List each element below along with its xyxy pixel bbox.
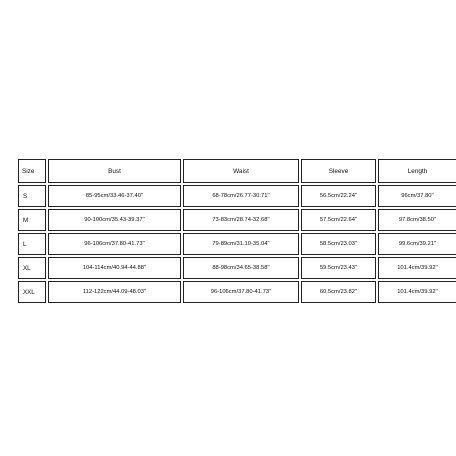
- cell-size: XXL: [18, 281, 46, 303]
- cell-length: 101.4cm/39.92'': [378, 281, 456, 303]
- cell-waist: 88-98cm/34.65-38.58'': [183, 257, 299, 279]
- cell-sleeve: 60.5cm/23.82'': [301, 281, 376, 303]
- cell-length: 101.4cm/39.92'': [378, 257, 456, 279]
- table-header-row: [18, 159, 456, 183]
- header-sleeve: Sleeve: [301, 159, 376, 183]
- table-row: [18, 185, 456, 207]
- cell-waist: 73-83cm/28.74-32.68'': [183, 209, 299, 231]
- cell-sleeve: 57.5cm/22.64'': [301, 209, 376, 231]
- size-chart-table: [16, 157, 456, 305]
- cell-length: 99.6cm/39.21'': [378, 233, 456, 255]
- cell-sleeve: 58.5cm/23.03'': [301, 233, 376, 255]
- cell-waist: 68-78cm/26.77-30.71'': [183, 185, 299, 207]
- cell-size: XL: [18, 257, 46, 279]
- table-row: [18, 233, 456, 255]
- table-row: [18, 257, 456, 279]
- cell-bust: 104-114cm/40.94-44.88'': [48, 257, 181, 279]
- cell-length: 97.8cm/38.50'': [378, 209, 456, 231]
- header-size: Size: [18, 159, 46, 183]
- cell-size: L: [18, 233, 46, 255]
- header-length: Length: [378, 159, 456, 183]
- cell-bust: 96-106cm/37.80-41.73'': [48, 233, 181, 255]
- cell-length: 96cm/37.80'': [378, 185, 456, 207]
- table-row: [18, 209, 456, 231]
- cell-size: S: [18, 185, 46, 207]
- cell-sleeve: 59.5cm/23.43'': [301, 257, 376, 279]
- table-row: [18, 281, 456, 303]
- cell-waist: 79-89cm/31.10-35.04'': [183, 233, 299, 255]
- cell-bust: 90-100cm/35.43-39.37'': [48, 209, 181, 231]
- cell-size: M: [18, 209, 46, 231]
- cell-sleeve: 56.5cm/22.24'': [301, 185, 376, 207]
- cell-bust: 112-122cm/44.09-48.03'': [48, 281, 181, 303]
- header-bust: Bust: [48, 159, 181, 183]
- cell-bust: 85-95cm/33.46-37.40'': [48, 185, 181, 207]
- cell-waist: 96-106cm/37.80-41.73'': [183, 281, 299, 303]
- header-waist: Waist: [183, 159, 299, 183]
